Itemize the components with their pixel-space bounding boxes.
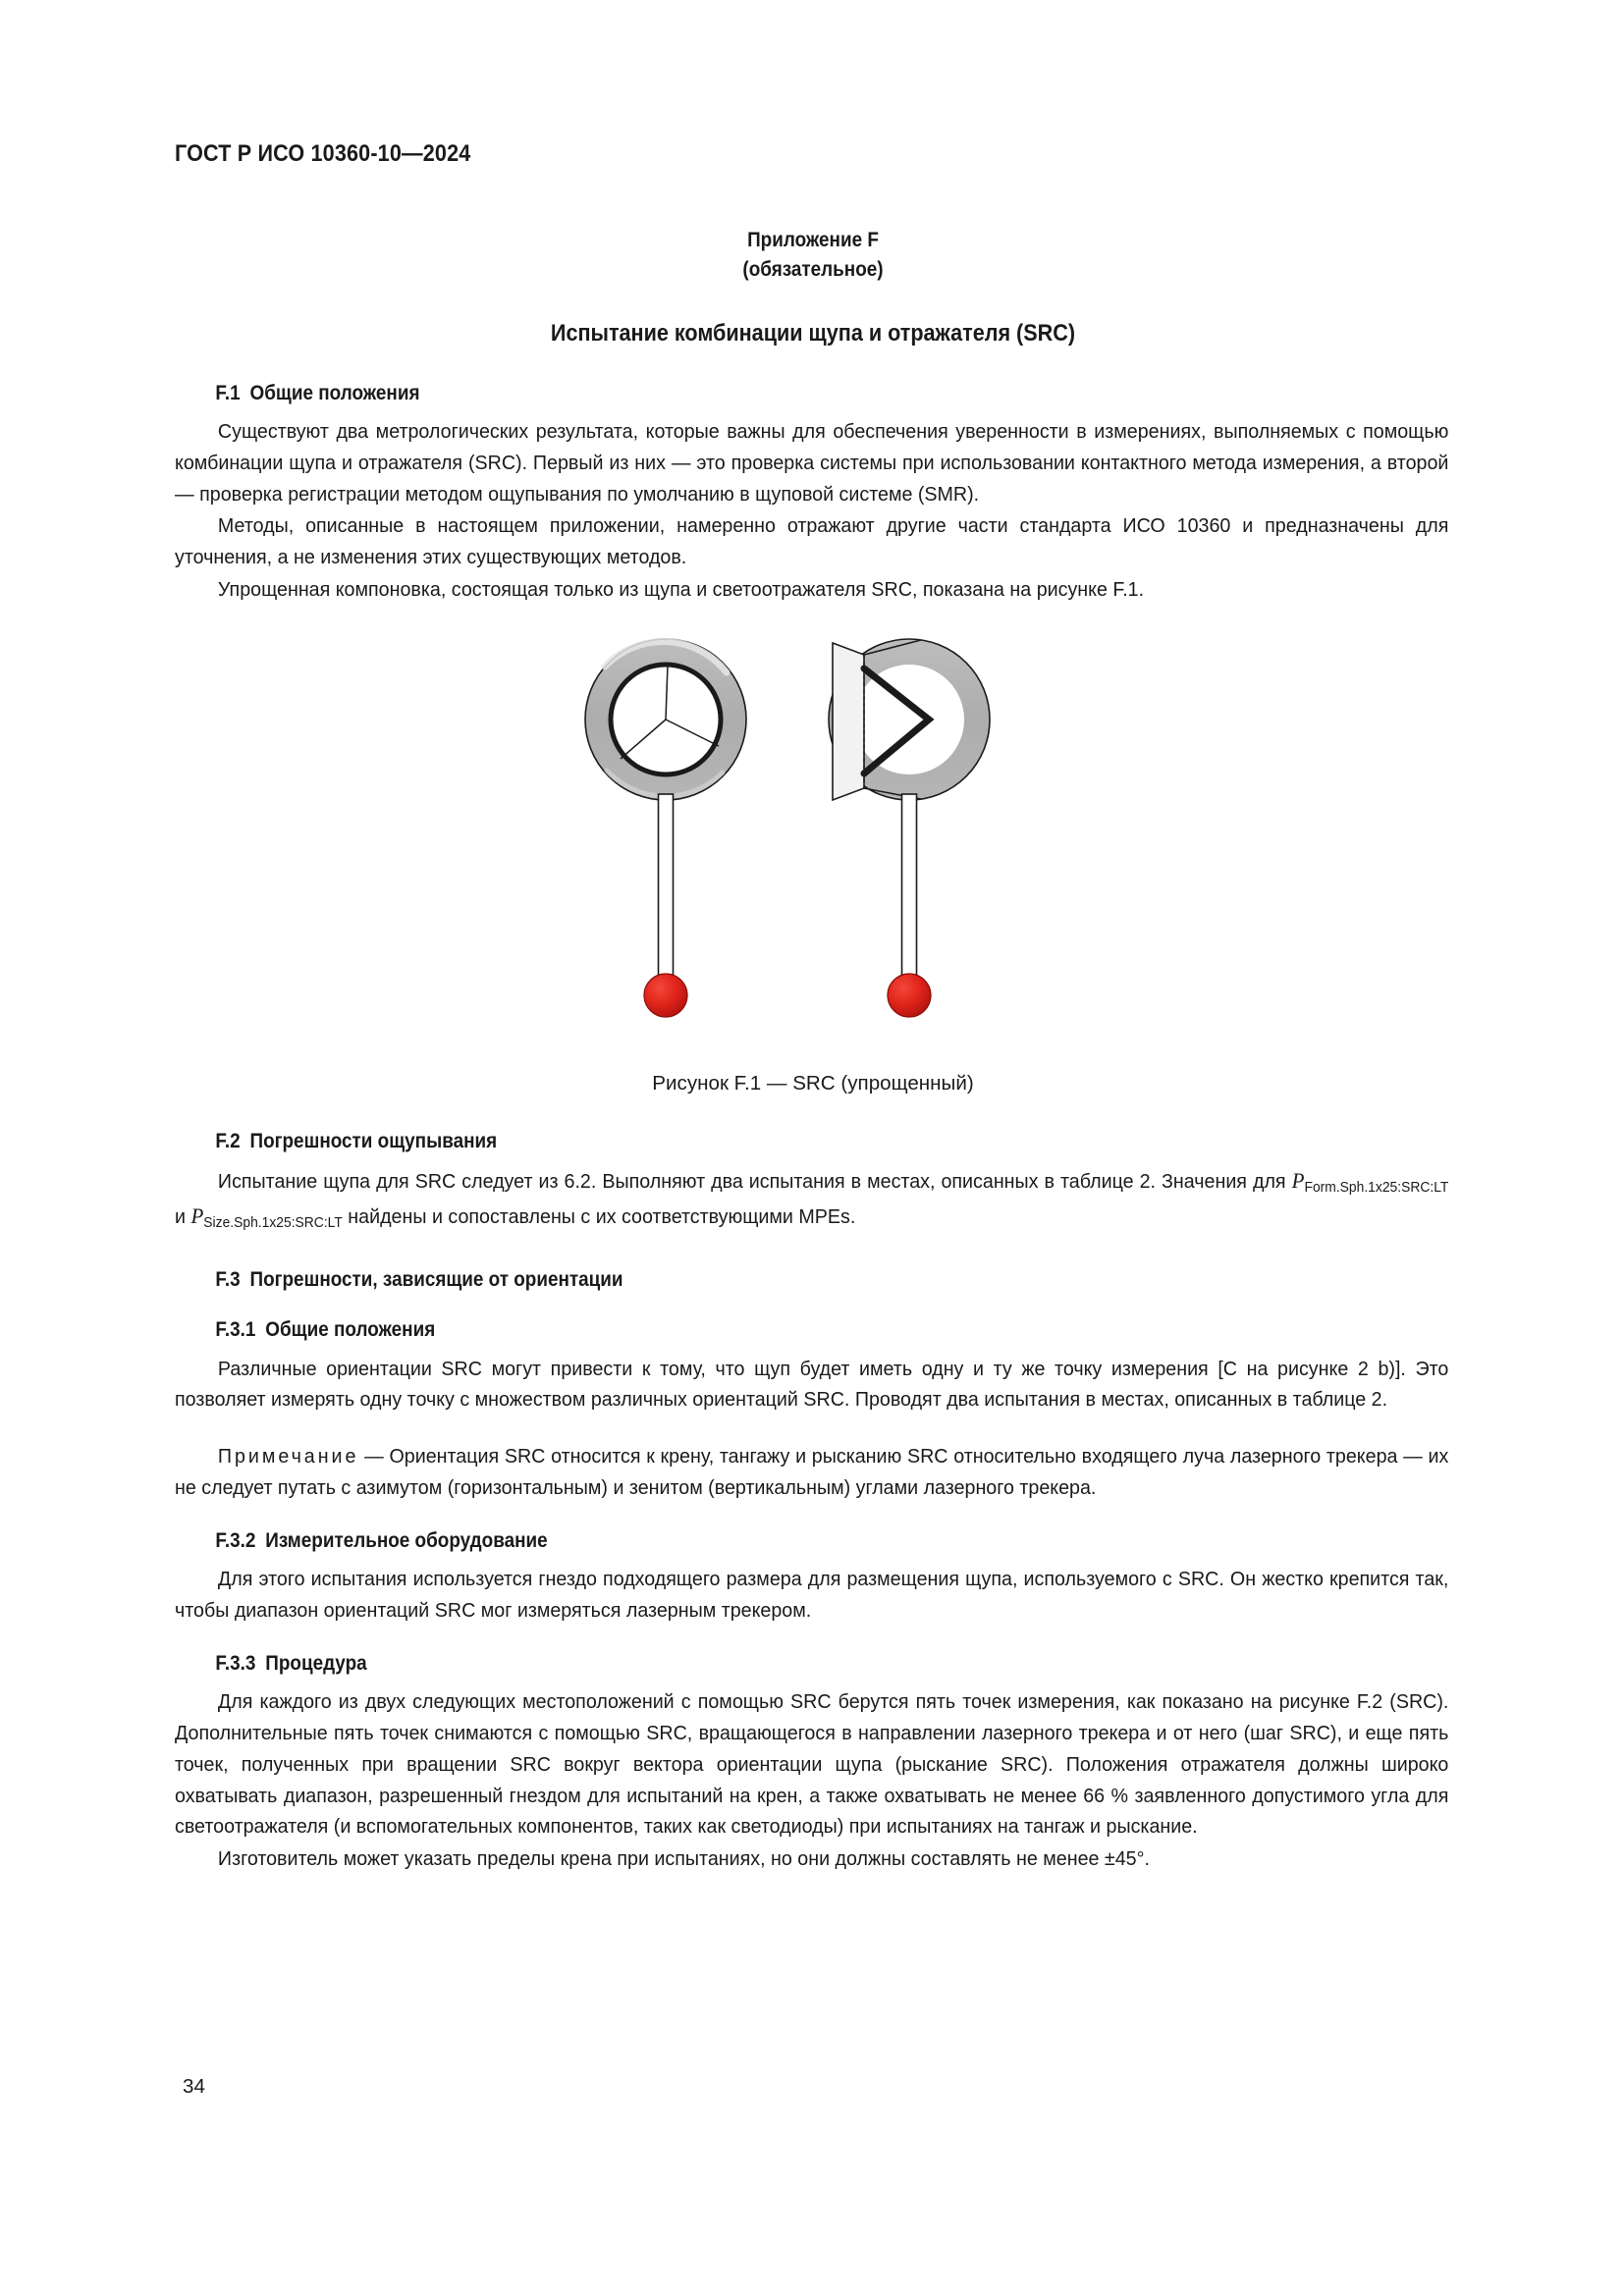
f2-symbol-size-letter: P (190, 1202, 204, 1228)
probe-tip-sphere-left (644, 974, 687, 1017)
paragraph-f32-1: Для этого испытания используется гнездо подходящего размера для размещения щупа, используемого с SRC. Он жестко крепится так, чтобы диапазон ориентаций SRC мог измеряться лазерным трекером. (175, 1568, 1449, 1623)
annex-label-line2: (обязательное) (742, 257, 884, 281)
src-front-view (585, 639, 746, 1017)
figure-f1-drawing (499, 621, 1127, 1063)
heading-f32-number: F.3.2 (215, 1528, 256, 1552)
aperture-plate (833, 643, 864, 800)
f2-symbol-form-letter: P (1291, 1168, 1305, 1194)
heading-f1-number: F.1 (215, 381, 241, 404)
heading-f31-number: F.3.1 (215, 1318, 256, 1342)
heading-f33-text: Процедура (265, 1651, 367, 1675)
f2-text-part1: Испытание щупа для SRC следует из 6.2. Выполняют два испытания в местах, описанных в таблице 2. Значения для (217, 1170, 1292, 1194)
heading-f1-text: Общие положения (249, 381, 420, 404)
src-side-bore (854, 665, 964, 774)
annex-title: Испытание комбинации щупа и отражателя (SRC) (550, 319, 1076, 347)
annex-label (239, 226, 1387, 285)
heading-f33-number: F.3.3 (215, 1651, 256, 1675)
page-content (175, 206, 1451, 1875)
heading-f3-number: F.3 (215, 1268, 241, 1292)
f2-symbol-size-sub: Size.Sph.1x25:SRC:LT (203, 1214, 343, 1231)
paragraph-f2-1 (175, 1164, 1448, 1234)
annex-label-line1: Приложение F (747, 229, 879, 251)
stylus-shaft-left (659, 794, 674, 981)
f2-symbol-form (1291, 1168, 1449, 1197)
heading-f3 (175, 1266, 1324, 1293)
heading-f2 (175, 1128, 1324, 1154)
paragraph-f1-3: Упрощенная компоновка, состоящая только из щупа и светоотражателя SRC, показана на рисунке F.1. (217, 577, 1145, 601)
figure-f1-caption: Рисунок F.1 — SRC (упрощенный) (652, 1071, 974, 1095)
heading-f2-number: F.2 (215, 1129, 241, 1152)
figure-f1 (175, 621, 1451, 1095)
heading-f32-text: Измерительное оборудование (265, 1528, 548, 1552)
heading-f31 (175, 1316, 1324, 1343)
note-text: — Ориентация SRC относится к крену, тангажу и рысканию SRC относительно входящего луча лазерного трекера — их не следует путать с азимутом (горизонтальным) и зенитом (вертикальным) углами лазерного трекера. (175, 1445, 1449, 1500)
heading-f31-text: Общие положения (265, 1318, 436, 1342)
page-number: 34 (183, 2075, 205, 2098)
f2-text-part2: найдены и сопоставлены с их соответствующими MPEs. (342, 1204, 856, 1228)
paragraph-f31-1: Различные ориентации SRC могут привести к тому, что щуп будет иметь одну и ту же точку измерения [С на рисунке 2 b)]. Это позволяет измерять одну точку с множеством различных ориентаций SRC. Проводят два испытания в местах, описанных в таблице 2. (175, 1357, 1449, 1412)
src-side-view (829, 639, 990, 1017)
paragraph-f1-1: Существуют два метрологических результата, которые важны для обеспечения уверенности в измерениях, выполняемых с помощью комбинации щупа и отражателя (SRC). Первый из них — это проверка системы при использовании контактного метода измерения, а второй — проверка регистрации методом ощупывания по умолчанию в щуповой системе (SMR). (175, 419, 1449, 506)
heading-f2-text: Погрешности ощупывания (249, 1129, 498, 1152)
heading-f33 (175, 1650, 1324, 1677)
paragraph-f31-note (175, 1441, 1448, 1504)
f2-symbol-size (190, 1202, 343, 1231)
running-header: ГОСТ Р ИСО 10360-10—2024 (175, 140, 471, 167)
note-label: Примечание (217, 1445, 359, 1468)
paragraph-f33-2: Изготовитель может указать пределы крена при испытаниях, но они должны составлять не менее ±45°. (217, 1847, 1150, 1871)
paragraph-f1-2: Методы, описанные в настоящем приложении, намеренно отражают другие части стандарта ИСО 10360 и предназначены для уточнения, а не изменения этих существующих методов. (175, 514, 1449, 569)
f2-text-mid: и (175, 1204, 191, 1228)
heading-f32 (175, 1527, 1324, 1554)
f2-symbol-form-sub: Form.Sph.1x25:SRC:LT (1304, 1180, 1449, 1197)
heading-f1 (175, 380, 1324, 406)
stylus-shaft-right (902, 794, 917, 981)
probe-tip-sphere-right (888, 974, 931, 1017)
paragraph-f33-1: Для каждого из двух следующих местоположений с помощью SRC берутся пять точек измерения, как показано на рисунке F.2 (SRC). Дополнительные пять точек снимаются с помощью SRC, вращающегося в направлении лазерного трекера и от него (шаг SRC), и еще пять точек, полученных при вращении SRC вокруг вектора ориентации щупа (рыскание SRC). Положения отражателя должны широко охватывать диапазон, разрешенный гнездом для испытаний на крен, а также охватывать не менее 66 % заявленного допустимого угла для светоотражателя (и вспомогательных компонентов, таких как светодиоды) при испытаниях на тангаж и рыскание. (175, 1690, 1449, 1839)
heading-f3-text: Погрешности, зависящие от ориентации (249, 1268, 623, 1292)
